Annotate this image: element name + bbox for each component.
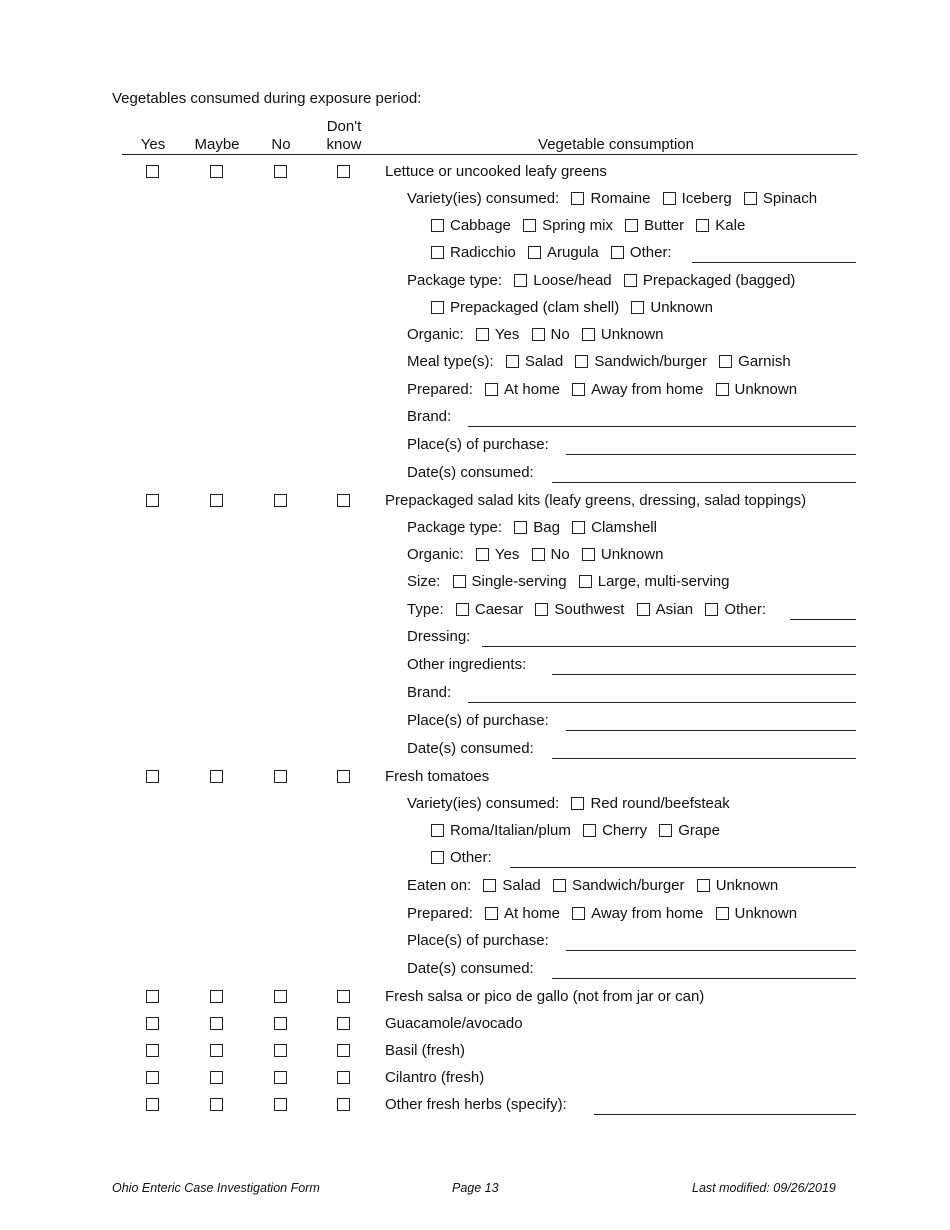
herbs-label: Other fresh herbs (specify): [385, 1096, 567, 1113]
tomato-other-checkbox[interactable] [431, 851, 444, 864]
option-label: Spinach [762, 190, 818, 207]
option-label: At home [504, 905, 560, 922]
spring-mix-checkbox[interactable] [523, 219, 536, 232]
lettuce-maybe-checkbox[interactable] [210, 165, 223, 178]
tomatoes-variety-row2 [431, 822, 720, 839]
basil-maybe-checkbox[interactable] [210, 1044, 223, 1057]
prepared-label: Prepared: [407, 381, 473, 398]
kits-other-checkbox[interactable] [705, 603, 718, 616]
package-label: Package type: [407, 519, 503, 536]
kits-southwest-checkbox[interactable] [535, 603, 548, 616]
lettuce-place-label: Place(s) of purchase: [407, 436, 549, 453]
option-label: Other: [724, 601, 766, 618]
organic-label: Organic: [407, 326, 464, 343]
option-label: Single-serving [471, 573, 567, 590]
prepared-unknown-checkbox[interactable] [716, 383, 729, 396]
butter-checkbox[interactable] [625, 219, 638, 232]
guacamole-maybe-checkbox[interactable] [210, 1017, 223, 1030]
footer-last-modified: Last modified: 09/26/2019 [692, 1181, 836, 1195]
kits-dressing-field[interactable] [482, 646, 856, 647]
option-label: Unknown [600, 326, 664, 343]
other-variety-field[interactable] [692, 262, 856, 263]
variety-label: Variety(ies) consumed: [407, 795, 560, 812]
kits-place-field[interactable] [566, 730, 856, 731]
size-label: Size: [407, 573, 441, 590]
roma-checkbox[interactable] [431, 824, 444, 837]
kits-place-label: Place(s) of purchase: [407, 712, 549, 729]
header-dont-know: Don't know [326, 118, 362, 153]
basil-yes-checkbox[interactable] [146, 1044, 159, 1057]
kits-dressing-label: Dressing: [407, 628, 471, 645]
organic-label: Organic: [407, 546, 464, 563]
tomato-prepared-unknown-checkbox[interactable] [716, 907, 729, 920]
option-label: Unknown [734, 381, 798, 398]
lettuce-package-row1 [407, 272, 795, 289]
option-label: No [550, 326, 570, 343]
radicchio-checkbox[interactable] [431, 246, 444, 259]
tomatoes-variety-row1 [407, 795, 730, 812]
kits-dates-label: Date(s) consumed: [407, 740, 534, 757]
tomatoes-yes-checkbox[interactable] [146, 770, 159, 783]
option-label: Bag [533, 519, 560, 536]
lettuce-yes-checkbox[interactable] [146, 165, 159, 178]
kits-yes-checkbox[interactable] [146, 494, 159, 507]
header-rule [122, 154, 857, 155]
footer-page-number: Page 13 [452, 1181, 499, 1195]
tomato-prepared-home-checkbox[interactable] [485, 907, 498, 920]
header-consumption: Vegetable consumption [538, 136, 694, 153]
option-label: Unknown [715, 877, 779, 894]
lettuce-brand-label: Brand: [407, 408, 452, 425]
kits-bag-checkbox[interactable] [514, 521, 527, 534]
tomato-other-field[interactable] [510, 867, 856, 868]
kits-dates-field[interactable] [552, 758, 856, 759]
meal-sandwich-checkbox[interactable] [575, 355, 588, 368]
option-label: Away from home [591, 381, 704, 398]
iceberg-checkbox[interactable] [663, 192, 676, 205]
option-label: Other: [629, 244, 672, 261]
option-label: Prepackaged (clam shell) [450, 299, 620, 316]
tomatoes-dates-field[interactable] [552, 978, 856, 979]
tomatoes-maybe-checkbox[interactable] [210, 770, 223, 783]
kits-other-type-field[interactable] [790, 619, 856, 620]
kits-type-row [407, 601, 766, 618]
option-label: Iceberg [681, 190, 732, 207]
option-label: Cabbage [450, 217, 511, 234]
option-label: Large, multi-serving [597, 573, 730, 590]
header-maybe: Maybe [194, 136, 240, 153]
option-label: Unknown [600, 546, 664, 563]
tomatoes-place-field[interactable] [566, 950, 856, 951]
kale-checkbox[interactable] [696, 219, 709, 232]
cilantro-no-checkbox[interactable] [274, 1071, 287, 1084]
prepared-label: Prepared: [407, 905, 473, 922]
kits-clamshell-checkbox[interactable] [572, 521, 585, 534]
option-label: Other: [450, 849, 492, 866]
option-label: Spring mix [542, 217, 613, 234]
cilantro-maybe-checkbox[interactable] [210, 1071, 223, 1084]
cherry-checkbox[interactable] [583, 824, 596, 837]
option-label: Yes [494, 326, 520, 343]
cilantro-yes-checkbox[interactable] [146, 1071, 159, 1084]
lettuce-no-checkbox[interactable] [274, 165, 287, 178]
lettuce-dont-know-checkbox[interactable] [337, 165, 350, 178]
lettuce-brand-field[interactable] [468, 426, 856, 427]
tomatoes-dont-know-checkbox[interactable] [337, 770, 350, 783]
option-label: No [550, 546, 570, 563]
kits-package-row [407, 519, 657, 536]
other-variety-checkbox[interactable] [611, 246, 624, 259]
herbs-dont-know-checkbox[interactable] [337, 1098, 350, 1111]
package-unknown-checkbox[interactable] [631, 301, 644, 314]
kits-organic-yes-checkbox[interactable] [476, 548, 489, 561]
option-label: Butter [644, 217, 685, 234]
loose-head-checkbox[interactable] [514, 274, 527, 287]
lettuce-variety-row2 [431, 217, 745, 234]
lettuce-dates-field[interactable] [552, 482, 856, 483]
lettuce-variety-row1 [407, 190, 817, 207]
salsa-yes-checkbox[interactable] [146, 990, 159, 1003]
eaten-salad-checkbox[interactable] [483, 879, 496, 892]
option-label: Unknown [650, 299, 713, 316]
tomato-prepared-away-checkbox[interactable] [572, 907, 585, 920]
organic-unknown-checkbox[interactable] [582, 328, 595, 341]
herbs-maybe-checkbox[interactable] [210, 1098, 223, 1111]
prepared-away-checkbox[interactable] [572, 383, 585, 396]
meal-salad-checkbox[interactable] [506, 355, 519, 368]
kits-multi-serving-checkbox[interactable] [579, 575, 592, 588]
tomatoes-variety-row3 [431, 849, 492, 866]
footer-form-name: Ohio Enteric Case Investigation Form [112, 1181, 320, 1195]
option-label: Yes [494, 546, 520, 563]
option-label: Arugula [547, 244, 599, 261]
option-label: Red round/beefsteak [590, 795, 730, 812]
option-label: Sandwich/burger [594, 353, 707, 370]
herbs-yes-checkbox[interactable] [146, 1098, 159, 1111]
cilantro-label: Cilantro (fresh) [385, 1069, 485, 1086]
lettuce-dates-label: Date(s) consumed: [407, 464, 534, 481]
kits-single-serving-checkbox[interactable] [453, 575, 466, 588]
header-no: No [271, 136, 291, 153]
option-label: Romaine [590, 190, 651, 207]
option-label: Garnish [738, 353, 791, 370]
kits-organic-row [407, 546, 663, 563]
option-label: Salad [524, 353, 564, 370]
basil-no-checkbox[interactable] [274, 1044, 287, 1057]
option-label: Radicchio [450, 244, 516, 261]
herbs-specify-field[interactable] [594, 1114, 856, 1115]
tomatoes-dates-label: Date(s) consumed: [407, 960, 534, 977]
option-label: Grape [678, 822, 720, 839]
lettuce-package-row2 [431, 299, 713, 316]
variety-label: Variety(ies) consumed: [407, 190, 560, 207]
guacamole-yes-checkbox[interactable] [146, 1017, 159, 1030]
kits-other-ingredients-field[interactable] [552, 674, 856, 675]
romaine-checkbox[interactable] [571, 192, 584, 205]
eaten-unknown-checkbox[interactable] [697, 879, 710, 892]
section-title: Vegetables consumed during exposure period: [112, 90, 422, 107]
option-label: Unknown [734, 905, 798, 922]
kits-organic-no-checkbox[interactable] [532, 548, 545, 561]
option-label: Sandwich/burger [571, 877, 685, 894]
prepared-home-checkbox[interactable] [485, 383, 498, 396]
tomatoes-label: Fresh tomatoes [385, 768, 490, 785]
option-label: Cherry [602, 822, 648, 839]
tomatoes-no-checkbox[interactable] [274, 770, 287, 783]
meal-garnish-checkbox[interactable] [719, 355, 732, 368]
kits-brand-field[interactable] [468, 702, 856, 703]
meal-label: Meal type(s): [407, 353, 494, 370]
tomatoes-eaten-row [407, 877, 778, 894]
prepackaged-clam-shell-checkbox[interactable] [431, 301, 444, 314]
option-label: Southwest [554, 601, 625, 618]
salsa-no-checkbox[interactable] [274, 990, 287, 1003]
eaten-sandwich-checkbox[interactable] [553, 879, 566, 892]
kits-label: Prepackaged salad kits (leafy greens, dressing, salad toppings) [385, 492, 807, 509]
salsa-label: Fresh salsa or pico de gallo (not from jar or can) [385, 988, 705, 1005]
grape-checkbox[interactable] [659, 824, 672, 837]
guacamole-no-checkbox[interactable] [274, 1017, 287, 1030]
eaten-label: Eaten on: [407, 877, 472, 894]
option-label: At home [504, 381, 560, 398]
lettuce-label: Lettuce or uncooked leafy greens [385, 163, 607, 180]
kits-dont-know-checkbox[interactable] [337, 494, 350, 507]
option-label: Salad [502, 877, 541, 894]
organic-no-checkbox[interactable] [532, 328, 545, 341]
salsa-maybe-checkbox[interactable] [210, 990, 223, 1003]
arugula-checkbox[interactable] [528, 246, 541, 259]
type-label: Type: [407, 601, 444, 618]
kits-no-checkbox[interactable] [274, 494, 287, 507]
option-label: Clamshell [591, 519, 657, 536]
lettuce-organic-row [407, 326, 663, 343]
option-label: Loose/head [533, 272, 612, 289]
kits-brand-label: Brand: [407, 684, 452, 701]
kits-caesar-checkbox[interactable] [456, 603, 469, 616]
guacamole-label: Guacamole/avocado [385, 1015, 523, 1032]
prepackaged-bagged-checkbox[interactable] [624, 274, 637, 287]
lettuce-meal-row [407, 353, 791, 370]
basil-dont-know-checkbox[interactable] [337, 1044, 350, 1057]
tomatoes-place-label: Place(s) of purchase: [407, 932, 549, 949]
option-label: Roma/Italian/plum [450, 822, 571, 839]
cilantro-dont-know-checkbox[interactable] [337, 1071, 350, 1084]
option-label: Asian [655, 601, 694, 618]
salsa-dont-know-checkbox[interactable] [337, 990, 350, 1003]
organic-yes-checkbox[interactable] [476, 328, 489, 341]
cabbage-checkbox[interactable] [431, 219, 444, 232]
kits-organic-unknown-checkbox[interactable] [582, 548, 595, 561]
spinach-checkbox[interactable] [744, 192, 757, 205]
option-label: Away from home [591, 905, 704, 922]
herbs-no-checkbox[interactable] [274, 1098, 287, 1111]
lettuce-variety-row3 [431, 244, 672, 261]
basil-label: Basil (fresh) [385, 1042, 466, 1059]
kits-maybe-checkbox[interactable] [210, 494, 223, 507]
kits-other-ingredients-label: Other ingredients: [407, 656, 527, 673]
kits-size-row [407, 573, 729, 590]
option-label: Kale [715, 217, 746, 234]
kits-asian-checkbox[interactable] [637, 603, 650, 616]
package-label: Package type: [407, 272, 503, 289]
red-round-checkbox[interactable] [571, 797, 584, 810]
tomatoes-prepared-row [407, 905, 797, 922]
lettuce-place-field[interactable] [566, 454, 856, 455]
option-label: Prepackaged (bagged) [642, 272, 796, 289]
lettuce-prepared-row [407, 381, 797, 398]
guacamole-dont-know-checkbox[interactable] [337, 1017, 350, 1030]
option-label: Caesar [474, 601, 524, 618]
header-yes: Yes [140, 136, 166, 153]
